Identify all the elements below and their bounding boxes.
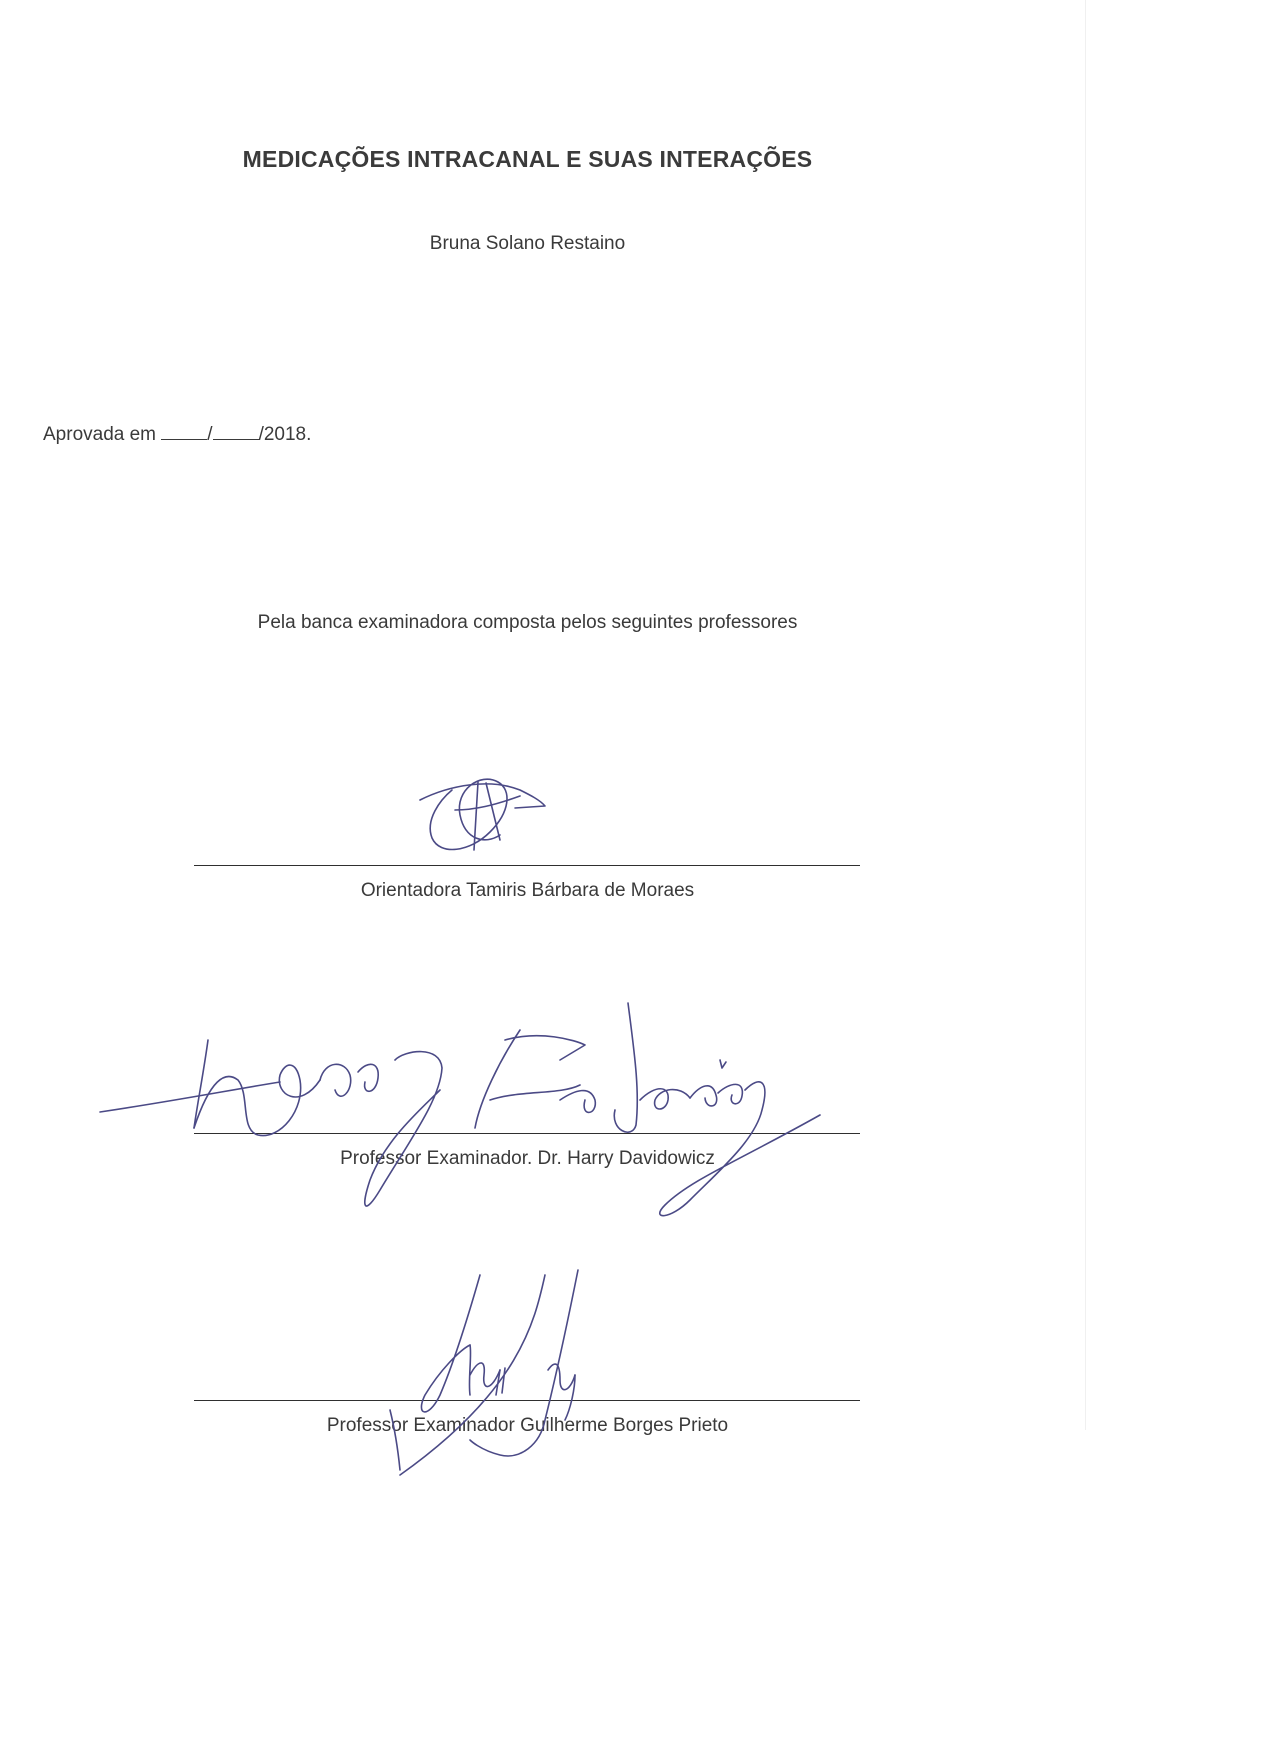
approval-prefix: Aprovada em [43,424,162,445]
document-title: MEDICAÇÕES INTRACANAL E SUAS INTERAÇÕES [242,146,813,172]
author-name: Bruna Solano Restaino [429,233,626,254]
signature-name-examiner-2: Professor Examinador Guilherme Borges Prieto [326,1415,729,1436]
board-statement: Pela banca examinadora composta pelos seguintes professores [257,612,798,633]
signature-name-examiner-1: Professor Examinador. Dr. Harry Davidowicz [340,1148,715,1169]
signature-name-advisor: Orientadora Tamiris Bárbara de Moraes [360,880,695,901]
approval-separator: / [207,424,213,445]
approval-year: /2018. [258,424,312,445]
